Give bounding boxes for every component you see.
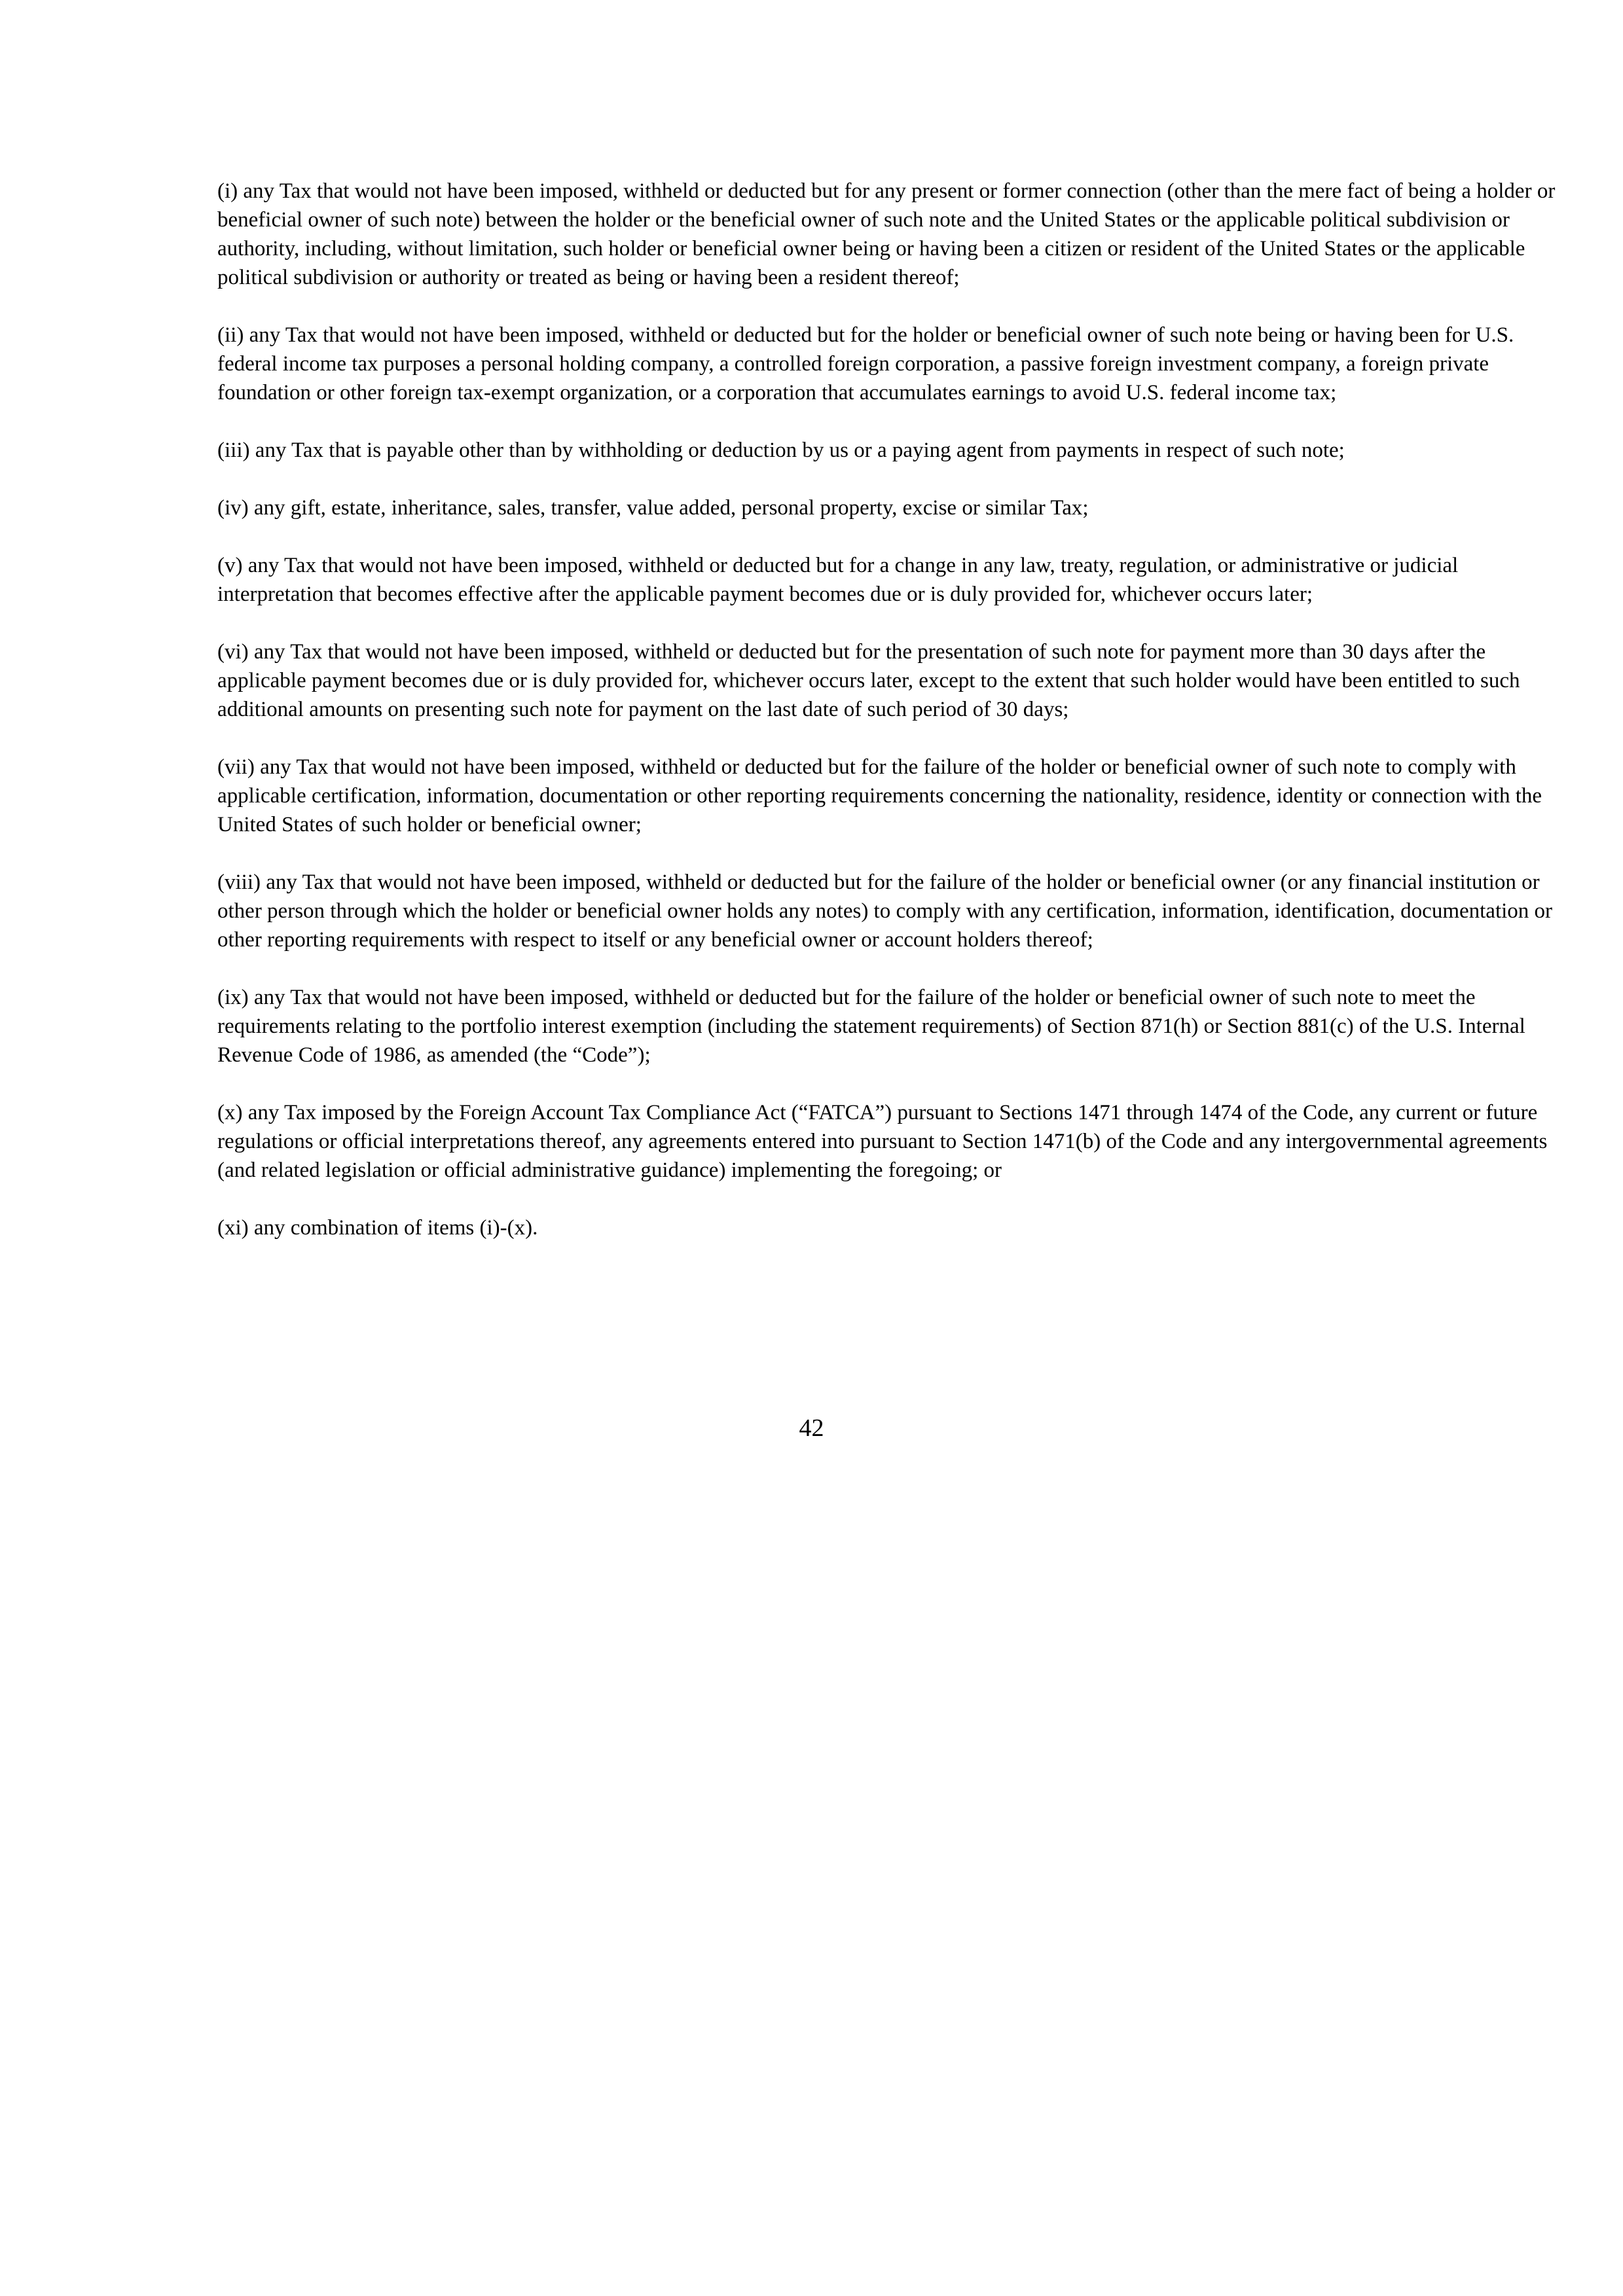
clause-iv: (iv) any gift, estate, inheritance, sales, transfer, value added, personal property, excise or similar Tax; <box>217 496 1089 520</box>
clause-v: (v) any Tax that would not have been imposed, withheld or deducted but for a change in any law, treaty, regulation, or administrative or judicial interpretation that becomes effective after the applicable payment becomes due or is duly provided for, whichever occurs later; <box>217 554 1459 606</box>
clause-vii: (vii) any Tax that would not have been imposed, withheld or deducted but for the failure of the holder or beneficial owner of such note to comply with applicable certification, information, documentation or other reporting requirements concerning the nationality, residence, identity or connection with the United States of such holder or beneficial owner; <box>217 755 1542 836</box>
clause-i: (i) any Tax that would not have been imposed, withheld or deducted but for any present or former connection (other than the mere fact of being a holder or beneficial owner of such note) between the holder or the beneficial owner of such note and the United States or the applicable political subdivision or authority, including, without limitation, such holder or beneficial owner being or having been a citizen or resident of the United States or the applicable political subdivision or authority or treated as being or having been a resident thereof; <box>217 179 1556 289</box>
document-body <box>217 177 1579 1271</box>
clause-ix: (ix) any Tax that would not have been imposed, withheld or deducted but for the failure of the holder or beneficial owner of such note to meet the requirements relating to the portfolio interest exemption (including the statement requirements) of Section 871(h) or Section 881(c) of the U.S. Internal Revenue Code of 1986, as amended (the “Code”); <box>217 986 1525 1067</box>
clause-viii: (viii) any Tax that would not have been imposed, withheld or deducted but for the failure of the holder or beneficial owner (or any financial institution or other person through which the holder or beneficial owner holds any notes) to comply with any certification, information, identification, documentation or other reporting requirements with respect to itself or any beneficial owner or account holders thereof; <box>217 870 1553 952</box>
clause-vi: (vi) any Tax that would not have been imposed, withheld or deducted but for the presentation of such note for payment more than 30 days after the applicable payment becomes due or is duly provided for, whichever occurs later, except to the extent that such holder would have been entitled to such additional amounts on presenting such note for payment on the last date of such period of 30 days; <box>217 640 1520 721</box>
clause-xi: (xi) any combination of items (i)-(x). <box>217 1216 538 1240</box>
clause-iii: (iii) any Tax that is payable other than by withholding or deduction by us or a paying agent from payments in respect of such note; <box>217 439 1345 462</box>
page-number: 42 <box>799 1414 824 1442</box>
clause-ii: (ii) any Tax that would not have been imposed, withheld or deducted but for the holder or beneficial owner of such note being or having been for U.S. federal income tax purposes a personal holding company, a controlled foreign corporation, a passive foreign investment company, a foreign private foundation or other foreign tax-exempt organization, or a corporation that accumulates earnings to avoid U.S. federal income tax; <box>217 323 1514 404</box>
clause-x: (x) any Tax imposed by the Foreign Account Tax Compliance Act (“FATCA”) pursuant to Sections 1471 through 1474 of the Code, any current or future regulations or official interpretations thereof, any agreements entered into pursuant to Section 1471(b) of the Code and any intergovernmental agreements (and related legislation or official administrative guidance) implementing the foregoing; or <box>217 1101 1548 1182</box>
